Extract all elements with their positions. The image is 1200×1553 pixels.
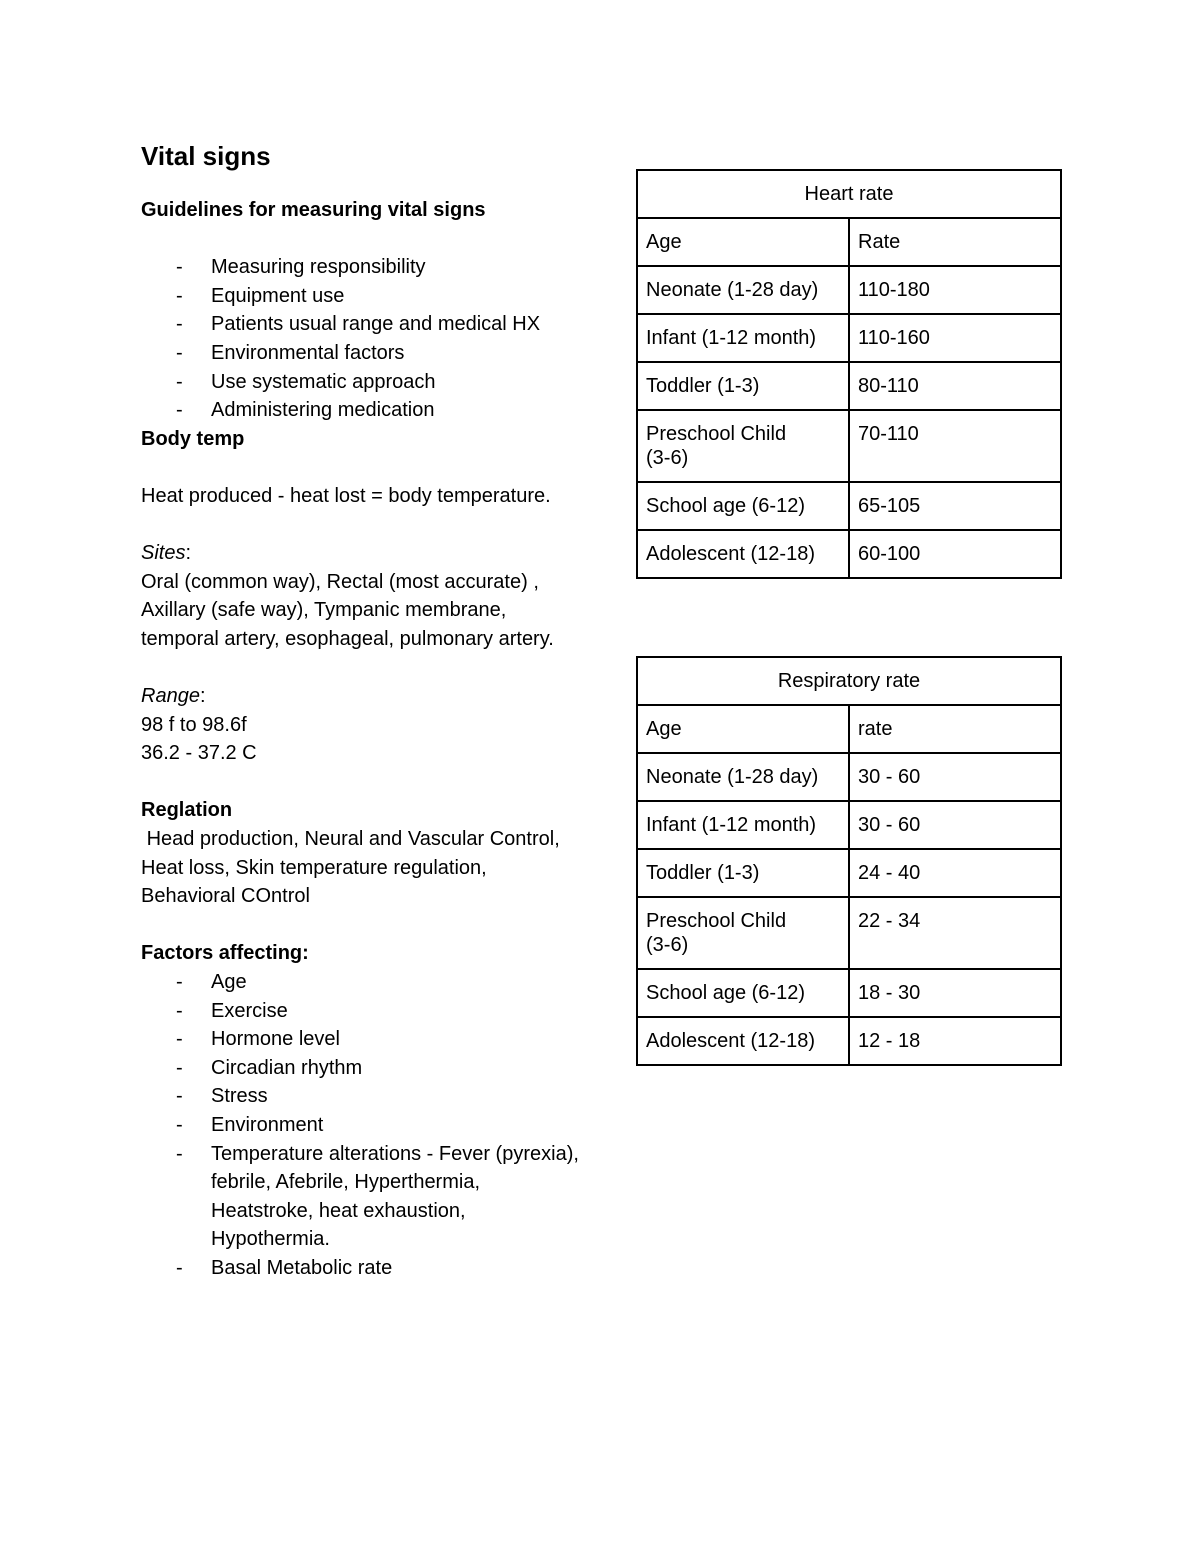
sites-label: Sites: [141, 542, 186, 565]
heart-rate-caption: Heart rate: [637, 170, 1061, 218]
table-cell: Infant (1-12 month): [637, 314, 849, 362]
respiratory-rate-table: [636, 656, 1062, 1066]
table-cell: School age (6-12): [637, 482, 849, 530]
factors-heading: Factors affecting:: [141, 942, 309, 965]
table-cell: Toddler (1-3): [637, 362, 849, 410]
list-item: - Measuring responsibility: [211, 253, 581, 282]
range-label: Range: [141, 685, 200, 708]
table-cell: 24 - 40: [849, 849, 1061, 897]
column-header-rate: Rate: [849, 218, 1061, 266]
column-header-age: Age: [637, 705, 849, 753]
table-cell: 110-160: [849, 314, 1061, 362]
table-cell: Toddler (1-3): [637, 849, 849, 897]
table-cell: Neonate (1-28 day): [637, 266, 849, 314]
regulation-heading: Reglation: [141, 799, 233, 822]
table-cell: Adolescent (12-18): [637, 1017, 849, 1065]
list-item: - Environmental factors: [211, 339, 581, 368]
range-fahrenheit: 98 f to 98.6f: [141, 713, 247, 736]
table-cell: 60-100: [849, 530, 1061, 578]
body-temp-heading: Body temp: [141, 427, 245, 450]
table-cell: 18 - 30: [849, 969, 1061, 1017]
list-item: - Hormone level: [211, 1025, 581, 1054]
sites-label-line: [141, 539, 581, 568]
heart-rate-table: [636, 169, 1062, 579]
table-header-row: [637, 218, 1061, 266]
table-caption-row: [637, 657, 1061, 705]
list-item: - Circadian rhythm: [211, 1054, 581, 1083]
table-row: [637, 849, 1061, 897]
list-item: - Basal Metabolic rate: [211, 1254, 581, 1283]
list-item: - Temperature alterations - Fever (pyrexia), febrile, Afebrile, Hyperthermia, Heatstroke, heat exhaustion, Hypothermia.: [211, 1140, 581, 1254]
list-item: - Patients usual range and medical HX: [211, 310, 581, 339]
range-celsius: 36.2 - 37.2 C: [141, 742, 257, 765]
notes-column: [141, 138, 581, 1283]
sites-colon: :: [185, 542, 192, 565]
respiratory-rate-caption: Respiratory rate: [637, 657, 1061, 705]
table-row: [637, 362, 1061, 410]
table-cell: Preschool Child (3-6): [637, 410, 849, 482]
table-row: [637, 410, 1061, 482]
table-cell: 80-110: [849, 362, 1061, 410]
list-item: - Stress: [211, 1082, 581, 1111]
guidelines-heading: Guidelines for measuring vital signs: [141, 199, 486, 221]
list-item: - Environment: [211, 1111, 581, 1140]
table-cell: 70-110: [849, 410, 1061, 482]
list-item: - Equipment use: [211, 282, 581, 311]
table-row: [637, 1017, 1061, 1065]
table-cell: 22 - 34: [849, 897, 1061, 969]
table-row: [637, 482, 1061, 530]
list-item: - Administering medication: [211, 396, 581, 425]
table-cell: School age (6-12): [637, 969, 849, 1017]
regulation-text: Head production, Neural and Vascular Control, Heat loss, Skin temperature regulation, Behavioral COntrol: [141, 828, 566, 908]
table-cell: Preschool Child (3-6): [637, 897, 849, 969]
table-cell: 65-105: [849, 482, 1061, 530]
respiratory-rate-table-wrap: [636, 656, 1060, 1066]
heart-rate-table-wrap: [636, 169, 1060, 579]
table-cell: Adolescent (12-18): [637, 530, 849, 578]
table-cell: Neonate (1-28 day): [637, 753, 849, 801]
table-row: [637, 530, 1061, 578]
table-row: [637, 801, 1061, 849]
range-label-line: [141, 682, 581, 711]
table-caption-row: [637, 170, 1061, 218]
factors-list: [141, 968, 581, 1283]
table-row: [637, 314, 1061, 362]
list-item: - Exercise: [211, 997, 581, 1026]
range-colon: :: [199, 685, 206, 708]
table-cell: Infant (1-12 month): [637, 801, 849, 849]
column-header-rate: rate: [849, 705, 1061, 753]
table-cell: 12 - 18: [849, 1017, 1061, 1065]
list-item: - Age: [211, 968, 581, 997]
table-cell: 30 - 60: [849, 801, 1061, 849]
page-title: Vital signs: [141, 141, 271, 171]
table-row: [637, 897, 1061, 969]
table-row: [637, 969, 1061, 1017]
guidelines-list: [141, 253, 581, 425]
column-header-age: Age: [637, 218, 849, 266]
table-cell: 110-180: [849, 266, 1061, 314]
table-cell: 30 - 60: [849, 753, 1061, 801]
table-header-row: [637, 705, 1061, 753]
table-row: [637, 753, 1061, 801]
body-temp-formula: Heat produced - heat lost = body temperature.: [141, 484, 551, 507]
table-row: [637, 266, 1061, 314]
list-item: - Use systematic approach: [211, 368, 581, 397]
sites-text: Oral (common way), Rectal (most accurate) , Axillary (safe way), Tympanic membrane, temporal artery, esophageal, pulmonary artery.: [141, 570, 554, 650]
